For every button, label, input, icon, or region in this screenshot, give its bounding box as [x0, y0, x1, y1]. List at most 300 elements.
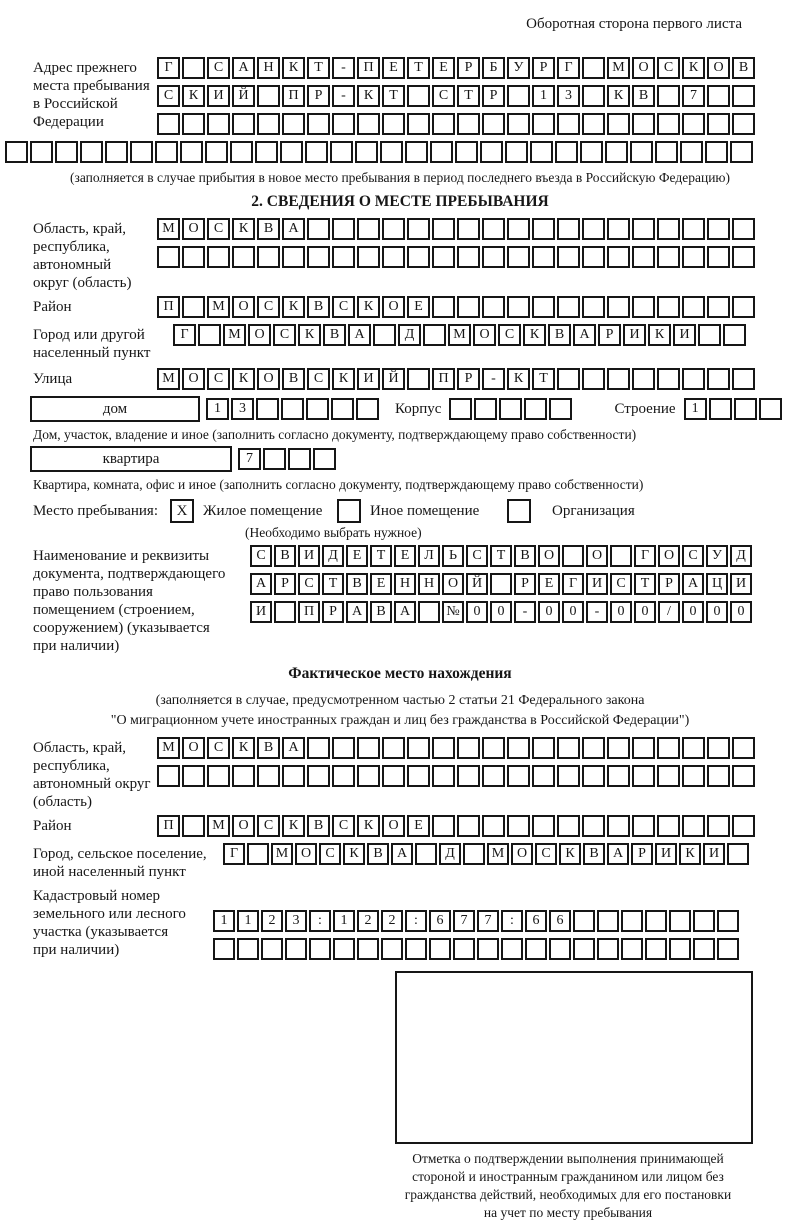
char-cell: 0	[490, 601, 512, 623]
char-cell: Б	[482, 57, 505, 79]
char-cell: -	[332, 85, 355, 107]
char-cell	[532, 113, 555, 135]
fact-region-row-2	[157, 765, 755, 787]
char-cell	[307, 113, 330, 135]
char-cell	[105, 141, 128, 163]
char-cell	[355, 141, 378, 163]
char-cell	[669, 910, 691, 932]
char-cell: 1	[532, 85, 555, 107]
char-cell: 0	[610, 601, 632, 623]
char-cell	[457, 113, 480, 135]
house-block	[30, 396, 800, 422]
char-cell	[357, 737, 380, 759]
char-cell: А	[232, 57, 255, 79]
char-cell: С	[250, 545, 272, 567]
char-cell: 6	[429, 910, 451, 932]
char-cell: С	[332, 296, 355, 318]
char-cell: Р	[514, 573, 536, 595]
char-cell: К	[232, 368, 255, 390]
char-cell	[727, 843, 749, 865]
char-cell	[405, 141, 428, 163]
char-cell: 6	[525, 910, 547, 932]
char-cell: А	[682, 573, 704, 595]
char-cell: В	[583, 843, 605, 865]
char-cell	[693, 910, 715, 932]
char-cell	[477, 938, 499, 960]
char-cell	[582, 296, 605, 318]
char-cell	[357, 218, 380, 240]
char-cell: С	[498, 324, 521, 346]
char-cell: И	[250, 601, 272, 623]
char-cell: К	[282, 57, 305, 79]
char-cell	[432, 815, 455, 837]
district-label: Район	[33, 299, 72, 315]
char-cell	[405, 938, 427, 960]
char-cell	[80, 141, 103, 163]
char-cell: Й	[232, 85, 255, 107]
char-cell: В	[274, 545, 296, 567]
char-cell	[530, 141, 553, 163]
section2-title: 2. СВЕДЕНИЯ О МЕСТЕ ПРЕБЫВАНИЯ	[251, 193, 549, 210]
char-cell: М	[157, 368, 180, 390]
char-cell: 6	[549, 910, 571, 932]
char-cell: 0	[466, 601, 488, 623]
char-cell: Т	[490, 545, 512, 567]
char-cell	[732, 815, 755, 837]
char-cell	[407, 113, 430, 135]
char-cell	[499, 398, 522, 420]
char-cell	[232, 765, 255, 787]
char-cell: А	[346, 601, 368, 623]
char-cell	[732, 113, 755, 135]
char-cell	[457, 765, 480, 787]
char-cell	[557, 368, 580, 390]
char-cell: 7	[453, 910, 475, 932]
char-cell: В	[632, 85, 655, 107]
char-cell: С	[535, 843, 557, 865]
char-cell	[707, 85, 730, 107]
char-cell	[730, 141, 753, 163]
char-cell: Р	[532, 57, 555, 79]
char-cell	[505, 141, 528, 163]
char-cell: П	[157, 296, 180, 318]
char-cell	[432, 765, 455, 787]
char-cell: Р	[274, 573, 296, 595]
char-cell: Д	[398, 324, 421, 346]
char-cell	[207, 246, 230, 268]
char-cell	[288, 448, 311, 470]
char-cell	[232, 246, 255, 268]
char-cell	[582, 85, 605, 107]
confirmation-stamp-box	[395, 971, 753, 1144]
char-cell	[332, 218, 355, 240]
char-cell: Т	[532, 368, 555, 390]
option-residential-label: Жилое помещение	[203, 502, 323, 519]
char-cell: О	[182, 218, 205, 240]
char-cell	[357, 938, 379, 960]
char-cell	[549, 398, 572, 420]
char-cell: Е	[346, 545, 368, 567]
char-cell	[482, 815, 505, 837]
apartment-cells	[238, 448, 336, 470]
char-cell: Р	[631, 843, 653, 865]
char-cell: К	[523, 324, 546, 346]
document-row-3	[250, 601, 752, 623]
char-cell	[732, 218, 755, 240]
char-cell: В	[370, 601, 392, 623]
char-cell	[557, 246, 580, 268]
char-cell: Н	[257, 57, 280, 79]
char-cell	[557, 765, 580, 787]
char-cell: А	[282, 737, 305, 759]
char-cell	[256, 398, 279, 420]
char-cell	[605, 141, 628, 163]
char-cell: С	[657, 57, 680, 79]
char-cell: 0	[562, 601, 584, 623]
char-cell	[432, 737, 455, 759]
char-cell	[482, 296, 505, 318]
char-cell	[657, 368, 680, 390]
char-cell	[582, 815, 605, 837]
char-cell	[474, 398, 497, 420]
char-cell: В	[367, 843, 389, 865]
char-cell: А	[607, 843, 629, 865]
char-cell	[274, 601, 296, 623]
char-cell	[532, 737, 555, 759]
char-cell: Д	[439, 843, 461, 865]
char-cell: М	[448, 324, 471, 346]
char-cell	[381, 938, 403, 960]
char-cell	[207, 113, 230, 135]
korpus-cells	[449, 398, 572, 420]
char-cell: В	[307, 815, 330, 837]
street-label: Улица	[33, 371, 73, 387]
char-cell	[281, 398, 304, 420]
char-cell: М	[157, 218, 180, 240]
fact-district-row	[157, 815, 755, 837]
prev-address-label: Адрес прежнего места пребывания в Российской Федерации	[33, 60, 150, 130]
char-cell: Р	[457, 57, 480, 79]
char-cell	[607, 246, 630, 268]
char-cell: -	[586, 601, 608, 623]
char-cell	[407, 218, 430, 240]
checkbox-organization	[507, 499, 531, 523]
char-cell	[732, 737, 755, 759]
char-cell	[582, 218, 605, 240]
char-cell: Т	[407, 57, 430, 79]
char-cell: П	[432, 368, 455, 390]
char-cell: О	[632, 57, 655, 79]
char-cell	[407, 765, 430, 787]
char-cell	[573, 910, 595, 932]
char-cell: :	[309, 910, 331, 932]
char-cell	[482, 246, 505, 268]
char-cell	[682, 368, 705, 390]
char-cell: С	[319, 843, 341, 865]
fact-location-title: Фактическое место нахождения	[288, 665, 512, 682]
char-cell	[682, 737, 705, 759]
char-cell	[732, 368, 755, 390]
char-cell	[313, 448, 336, 470]
char-cell	[507, 765, 530, 787]
char-cell	[717, 938, 739, 960]
char-cell: О	[248, 324, 271, 346]
char-cell	[507, 85, 530, 107]
char-cell: О	[707, 57, 730, 79]
char-cell: 0	[706, 601, 728, 623]
char-cell	[332, 113, 355, 135]
fact-region-label: Область, край, республика, автономный округ (область)	[33, 740, 151, 810]
char-cell	[449, 398, 472, 420]
char-cell	[610, 545, 632, 567]
char-cell	[632, 113, 655, 135]
char-cell	[307, 218, 330, 240]
char-cell	[555, 141, 578, 163]
char-cell: О	[295, 843, 317, 865]
char-cell	[357, 765, 380, 787]
char-cell	[157, 246, 180, 268]
char-cell: К	[357, 296, 380, 318]
page-side-note: Оборотная сторона первого листа	[526, 16, 742, 32]
char-cell: :	[405, 910, 427, 932]
char-cell: О	[232, 815, 255, 837]
fact-district-block	[33, 815, 800, 837]
char-cell	[632, 218, 655, 240]
char-cell: О	[382, 815, 405, 837]
char-cell: А	[394, 601, 416, 623]
region-row-1	[157, 218, 755, 240]
stay-type-block	[33, 499, 800, 523]
char-cell	[632, 815, 655, 837]
char-cell: 7	[477, 910, 499, 932]
char-cell: Ц	[706, 573, 728, 595]
char-cell	[482, 113, 505, 135]
char-cell: Р	[457, 368, 480, 390]
char-cell	[607, 737, 630, 759]
char-cell	[157, 113, 180, 135]
house-caption: Дом, участок, владение и иное (заполнить согласно документу, подтверждающему право собственности)	[33, 427, 637, 442]
house-box-label: дом	[30, 396, 200, 422]
char-cell	[709, 398, 732, 420]
char-cell: К	[343, 843, 365, 865]
char-cell	[532, 246, 555, 268]
char-cell	[282, 246, 305, 268]
char-cell: О	[182, 737, 205, 759]
char-cell: О	[538, 545, 560, 567]
char-cell	[707, 765, 730, 787]
char-cell	[457, 246, 480, 268]
korpus-label: Корпус	[395, 400, 442, 417]
char-cell	[373, 324, 396, 346]
char-cell: Р	[307, 85, 330, 107]
char-cell	[573, 938, 595, 960]
char-cell: С	[307, 368, 330, 390]
char-cell	[482, 218, 505, 240]
char-cell	[182, 246, 205, 268]
char-cell: М	[271, 843, 293, 865]
char-cell	[257, 246, 280, 268]
char-cell: Н	[418, 573, 440, 595]
char-cell	[655, 141, 678, 163]
char-cell: Р	[598, 324, 621, 346]
char-cell: Е	[394, 545, 416, 567]
fact-city-label: Город, сельское поселение, иной населенный пункт	[33, 846, 207, 880]
apartment-box-label: квартира	[30, 446, 232, 472]
fact-city-block	[33, 843, 800, 881]
char-cell: О	[382, 296, 405, 318]
char-cell: Г	[634, 545, 656, 567]
char-cell	[213, 938, 235, 960]
char-cell	[657, 246, 680, 268]
char-cell: 1	[333, 910, 355, 932]
char-cell	[407, 246, 430, 268]
char-cell: Е	[432, 57, 455, 79]
char-cell: 0	[634, 601, 656, 623]
char-cell	[557, 218, 580, 240]
city-block	[33, 324, 800, 362]
char-cell: С	[207, 218, 230, 240]
char-cell: :	[501, 910, 523, 932]
char-cell	[723, 324, 746, 346]
char-cell: И	[298, 545, 320, 567]
char-cell: 1	[213, 910, 235, 932]
char-cell	[332, 737, 355, 759]
char-cell: Е	[370, 573, 392, 595]
char-cell: -	[482, 368, 505, 390]
char-cell: Е	[538, 573, 560, 595]
cadastre-row-2	[213, 938, 739, 960]
char-cell: К	[507, 368, 530, 390]
char-cell: И	[623, 324, 646, 346]
document-label: Наименование и реквизиты документа, подтверждающего право пользования помещением (строением, сооружением) (указывается при наличии)	[33, 548, 226, 654]
char-cell	[682, 296, 705, 318]
char-cell	[382, 218, 405, 240]
char-cell: В	[346, 573, 368, 595]
char-cell	[407, 737, 430, 759]
char-cell	[632, 368, 655, 390]
char-cell	[607, 765, 630, 787]
char-cell	[307, 765, 330, 787]
char-cell: К	[357, 85, 380, 107]
char-cell: О	[257, 368, 280, 390]
char-cell	[532, 218, 555, 240]
char-cell: Т	[634, 573, 656, 595]
char-cell	[457, 218, 480, 240]
char-cell	[680, 141, 703, 163]
char-cell: И	[207, 85, 230, 107]
char-cell: У	[507, 57, 530, 79]
char-cell	[707, 368, 730, 390]
char-cell	[285, 938, 307, 960]
char-cell	[657, 218, 680, 240]
fact-region-row-1	[157, 737, 755, 759]
char-cell: И	[586, 573, 608, 595]
char-cell	[380, 141, 403, 163]
char-cell	[507, 815, 530, 837]
char-cell	[732, 765, 755, 787]
char-cell	[407, 368, 430, 390]
char-cell: А	[250, 573, 272, 595]
char-cell	[682, 815, 705, 837]
char-cell	[507, 218, 530, 240]
prev-address-row-4	[5, 141, 800, 163]
char-cell: П	[357, 57, 380, 79]
char-cell	[698, 324, 721, 346]
char-cell	[582, 57, 605, 79]
apartment-block	[30, 446, 800, 472]
char-cell: Г	[173, 324, 196, 346]
char-cell: Е	[407, 815, 430, 837]
char-cell	[130, 141, 153, 163]
char-cell	[557, 296, 580, 318]
char-cell: С	[207, 57, 230, 79]
fact-region-block	[33, 737, 800, 811]
prev-address-block	[33, 57, 800, 135]
char-cell: 2	[357, 910, 379, 932]
char-cell: О	[232, 296, 255, 318]
char-cell: К	[298, 324, 321, 346]
char-cell	[557, 815, 580, 837]
char-cell: К	[282, 815, 305, 837]
char-cell	[305, 141, 328, 163]
char-cell	[657, 815, 680, 837]
char-cell: И	[703, 843, 725, 865]
char-cell: -	[514, 601, 536, 623]
char-cell: Н	[394, 573, 416, 595]
char-cell: О	[442, 573, 464, 595]
char-cell: А	[573, 324, 596, 346]
char-cell: С	[298, 573, 320, 595]
char-cell	[432, 296, 455, 318]
char-cell	[237, 938, 259, 960]
char-cell	[632, 737, 655, 759]
char-cell	[707, 737, 730, 759]
char-cell	[732, 246, 755, 268]
char-cell: О	[182, 368, 205, 390]
char-cell	[682, 218, 705, 240]
char-cell: М	[157, 737, 180, 759]
char-cell: К	[559, 843, 581, 865]
cadastre-label: Кадастровый номер земельного или лесного участка (указывается при наличии)	[33, 888, 186, 958]
stay-type-hint: (Необходимо выбрать нужное)	[245, 525, 422, 540]
char-cell: Д	[322, 545, 344, 567]
region-label: Область, край, республика, автономный округ (область)	[33, 221, 132, 291]
char-cell: К	[232, 218, 255, 240]
char-cell	[525, 938, 547, 960]
char-cell: К	[332, 368, 355, 390]
char-cell: М	[607, 57, 630, 79]
char-cell: Л	[418, 545, 440, 567]
char-cell	[707, 113, 730, 135]
char-cell: К	[648, 324, 671, 346]
char-cell	[332, 246, 355, 268]
char-cell: К	[182, 85, 205, 107]
char-cell	[155, 141, 178, 163]
fact-district-label: Район	[33, 818, 72, 834]
char-cell	[482, 765, 505, 787]
char-cell	[597, 910, 619, 932]
char-cell	[382, 737, 405, 759]
region-block	[33, 218, 800, 292]
char-cell	[457, 815, 480, 837]
char-cell	[607, 218, 630, 240]
char-cell	[669, 938, 691, 960]
char-cell	[657, 85, 680, 107]
char-cell	[707, 296, 730, 318]
char-cell	[255, 141, 278, 163]
char-cell	[734, 398, 757, 420]
char-cell	[331, 398, 354, 420]
